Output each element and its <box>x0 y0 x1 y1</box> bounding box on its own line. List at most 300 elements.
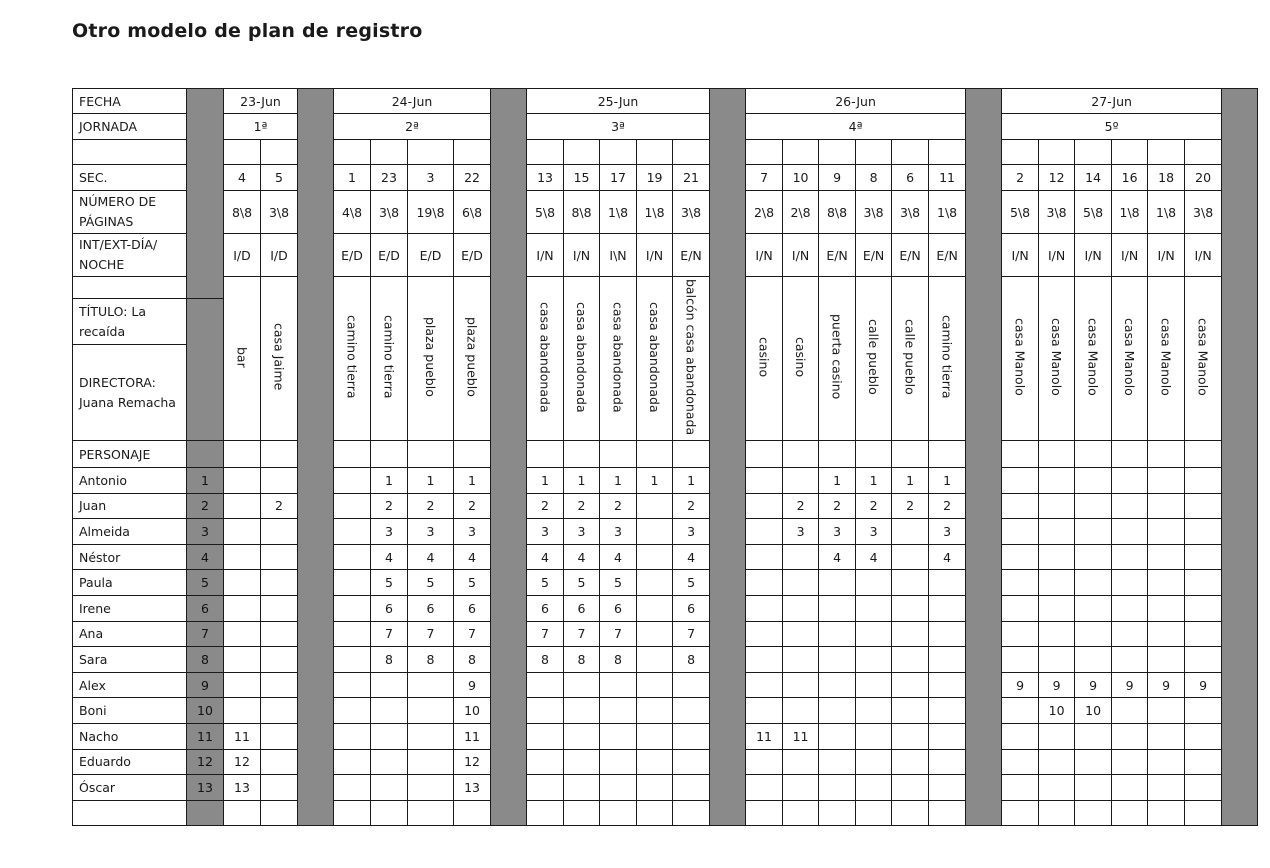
cast-cell <box>637 672 673 698</box>
cast-cell: 10 <box>454 698 491 724</box>
blank-cell <box>224 441 261 468</box>
scene-location <box>637 277 673 441</box>
blank-cell <box>527 441 564 468</box>
cast-cell <box>334 647 371 673</box>
cast-cell <box>929 621 966 647</box>
character-row <box>73 647 1258 673</box>
scene-location <box>1075 277 1112 441</box>
int-ext: E/D <box>334 234 371 277</box>
blank-cell <box>224 140 261 165</box>
date-header: 24-Jun <box>334 89 491 114</box>
cast-cell <box>929 723 966 749</box>
cast-cell: 6 <box>408 595 454 621</box>
blank-cell <box>371 800 408 826</box>
cast-cell <box>224 647 261 673</box>
cast-cell: 4 <box>454 544 491 570</box>
cast-cell <box>1185 775 1222 801</box>
cast-cell: 3 <box>673 519 710 545</box>
cast-cell <box>224 468 261 494</box>
cast-cell <box>1112 698 1148 724</box>
cast-cell <box>334 723 371 749</box>
blank-cell <box>1112 800 1148 826</box>
cast-cell <box>1075 493 1112 519</box>
cast-cell <box>783 775 819 801</box>
page-count: 19\8 <box>408 191 454 234</box>
cast-cell: 8 <box>673 647 710 673</box>
cast-cell <box>819 647 856 673</box>
blank-cell <box>1039 441 1075 468</box>
character-row <box>73 698 1258 724</box>
page-count: 5\8 <box>1075 191 1112 234</box>
scene-location-text: plaza pueblo <box>464 317 480 397</box>
cast-cell: 5 <box>371 570 408 596</box>
blank-cell <box>371 441 408 468</box>
cast-cell <box>1148 595 1185 621</box>
cast-cell: 8 <box>564 647 600 673</box>
cast-cell: 3 <box>454 519 491 545</box>
cast-cell <box>1185 468 1222 494</box>
cast-cell <box>1185 749 1222 775</box>
scene-location <box>892 277 929 441</box>
fecha-label: FECHA <box>73 89 187 114</box>
blank-cell <box>527 140 564 165</box>
blank-cell <box>600 441 637 468</box>
blank-cell <box>783 800 819 826</box>
character-name: Ana <box>73 621 187 647</box>
date-header: 25-Jun <box>527 89 710 114</box>
cast-cell <box>261 519 298 545</box>
cast-cell <box>1002 775 1039 801</box>
number-column-separator <box>187 89 224 299</box>
cast-cell <box>224 570 261 596</box>
character-number: 10 <box>187 698 224 724</box>
page-count: 3\8 <box>261 191 298 234</box>
scene-location-text: casa abandonada <box>574 301 590 413</box>
cast-cell <box>783 672 819 698</box>
scene-location <box>1112 277 1148 441</box>
blank-cell <box>261 800 298 826</box>
cast-cell <box>1039 621 1075 647</box>
blank-cell <box>892 140 929 165</box>
cast-cell: 4 <box>856 544 892 570</box>
scene-location <box>408 277 454 441</box>
cast-cell <box>1039 493 1075 519</box>
blank-cell <box>1002 441 1039 468</box>
cast-cell: 3 <box>856 519 892 545</box>
cast-cell <box>334 493 371 519</box>
cast-cell: 3 <box>527 519 564 545</box>
scene-location <box>673 277 710 441</box>
date-header: 23-Jun <box>224 89 298 114</box>
cast-cell <box>637 493 673 519</box>
cast-cell <box>1112 493 1148 519</box>
cast-cell <box>408 698 454 724</box>
cast-cell <box>1039 595 1075 621</box>
character-row <box>73 595 1258 621</box>
cast-cell: 12 <box>454 749 491 775</box>
int-ext-label: INT/EXT-DÍA/ NOCHE <box>73 234 187 277</box>
cast-cell <box>637 544 673 570</box>
scene-location <box>929 277 966 441</box>
cast-cell <box>746 698 783 724</box>
cast-cell <box>819 775 856 801</box>
cast-cell <box>1112 595 1148 621</box>
director-name: DIRECTORA: Juana Remacha <box>73 345 187 441</box>
blank-cell <box>334 800 371 826</box>
day-separator <box>491 89 527 826</box>
scene-number: 16 <box>1112 165 1148 191</box>
cast-cell: 4 <box>600 544 637 570</box>
character-name: Sara <box>73 647 187 673</box>
cast-cell <box>856 647 892 673</box>
cast-cell: 1 <box>371 468 408 494</box>
cast-cell <box>261 595 298 621</box>
number-column-separator <box>187 800 224 826</box>
cast-cell <box>334 544 371 570</box>
blank-cell <box>892 441 929 468</box>
character-number: 5 <box>187 570 224 596</box>
character-row <box>73 570 1258 596</box>
cast-cell <box>1039 570 1075 596</box>
int-ext-row <box>73 234 1258 277</box>
int-ext: E/N <box>819 234 856 277</box>
blank-cell <box>746 441 783 468</box>
scene-number: 15 <box>564 165 600 191</box>
cast-cell: 5 <box>673 570 710 596</box>
cast-cell <box>334 775 371 801</box>
blank-cell <box>637 140 673 165</box>
cast-cell: 5 <box>564 570 600 596</box>
cast-cell <box>1039 775 1075 801</box>
int-ext: E/N <box>892 234 929 277</box>
cast-cell: 3 <box>371 519 408 545</box>
character-number: 8 <box>187 647 224 673</box>
cast-cell: 10 <box>1075 698 1112 724</box>
day-separator <box>298 89 334 826</box>
cast-cell: 9 <box>1148 672 1185 698</box>
cast-cell <box>1039 749 1075 775</box>
day-separator <box>1222 89 1258 826</box>
cast-cell <box>600 723 637 749</box>
scene-location <box>224 277 261 441</box>
cast-cell <box>783 570 819 596</box>
cast-cell <box>1148 647 1185 673</box>
character-number: 13 <box>187 775 224 801</box>
page-count: 8\8 <box>224 191 261 234</box>
cast-cell: 2 <box>371 493 408 519</box>
cast-cell <box>1185 698 1222 724</box>
cast-cell: 8 <box>600 647 637 673</box>
scene-location <box>746 277 783 441</box>
cast-cell: 2 <box>673 493 710 519</box>
scene-number: 1 <box>334 165 371 191</box>
character-number: 1 <box>187 468 224 494</box>
character-row <box>73 493 1258 519</box>
cast-cell: 11 <box>746 723 783 749</box>
character-row <box>73 775 1258 801</box>
cast-cell <box>819 595 856 621</box>
cast-cell <box>783 595 819 621</box>
cast-cell <box>261 672 298 698</box>
cast-cell <box>527 749 564 775</box>
scene-number: 7 <box>746 165 783 191</box>
cast-cell <box>1148 621 1185 647</box>
cast-cell: 1 <box>929 468 966 494</box>
character-name: Nacho <box>73 723 187 749</box>
cast-cell <box>856 570 892 596</box>
cast-cell <box>261 723 298 749</box>
cast-cell <box>892 621 929 647</box>
page-count: 1\8 <box>637 191 673 234</box>
cast-cell: 6 <box>454 595 491 621</box>
fecha-row <box>73 89 1258 114</box>
cast-cell <box>1075 519 1112 545</box>
cast-cell <box>1112 749 1148 775</box>
blank-cell <box>408 800 454 826</box>
cast-cell <box>856 672 892 698</box>
cast-cell <box>261 570 298 596</box>
cast-cell: 9 <box>1112 672 1148 698</box>
cast-cell <box>1075 647 1112 673</box>
cast-cell <box>1039 723 1075 749</box>
cast-cell <box>892 698 929 724</box>
page-count-label: NÚMERO DE PÁGINAS <box>73 191 187 234</box>
cast-cell <box>1112 775 1148 801</box>
cast-cell <box>1148 468 1185 494</box>
blank-cell <box>224 800 261 826</box>
int-ext: I/N <box>1185 234 1222 277</box>
scene-number: 20 <box>1185 165 1222 191</box>
cast-cell <box>564 775 600 801</box>
cast-cell <box>224 519 261 545</box>
cast-cell <box>819 749 856 775</box>
scene-location-text: casa Manolo <box>1158 318 1174 396</box>
scene-number: 13 <box>527 165 564 191</box>
cast-cell <box>1075 468 1112 494</box>
character-row <box>73 723 1258 749</box>
cast-cell <box>1075 749 1112 775</box>
cast-cell <box>746 544 783 570</box>
cast-cell <box>408 672 454 698</box>
cast-cell: 1 <box>454 468 491 494</box>
cast-cell <box>819 672 856 698</box>
scene-number-label: SEC. <box>73 165 187 191</box>
cast-cell: 5 <box>454 570 491 596</box>
int-ext: I/D <box>224 234 261 277</box>
cast-cell <box>892 595 929 621</box>
blank-cell <box>1148 800 1185 826</box>
cast-cell <box>1002 493 1039 519</box>
blank-cell <box>673 140 710 165</box>
cast-cell: 6 <box>673 595 710 621</box>
scene-number: 9 <box>819 165 856 191</box>
cast-cell <box>1039 544 1075 570</box>
blank-cell <box>746 800 783 826</box>
cast-cell: 3 <box>564 519 600 545</box>
int-ext: I/N <box>783 234 819 277</box>
scene-location-text: casa Manolo <box>1122 318 1138 396</box>
cast-cell <box>224 698 261 724</box>
cast-cell: 9 <box>1002 672 1039 698</box>
cast-cell <box>746 519 783 545</box>
cast-cell: 6 <box>527 595 564 621</box>
scene-number: 6 <box>892 165 929 191</box>
cast-cell: 4 <box>929 544 966 570</box>
scene-number: 4 <box>224 165 261 191</box>
character-row <box>73 519 1258 545</box>
cast-cell: 3 <box>929 519 966 545</box>
page-count: 1\8 <box>1112 191 1148 234</box>
scene-location <box>856 277 892 441</box>
scene-location-text: casino <box>793 336 809 378</box>
scene-location-text: casa Manolo <box>1049 318 1065 396</box>
cast-cell: 12 <box>224 749 261 775</box>
cast-cell <box>334 570 371 596</box>
cast-cell: 1 <box>673 468 710 494</box>
cast-cell: 1 <box>637 468 673 494</box>
date-header: 26-Jun <box>746 89 966 114</box>
int-ext: E/D <box>371 234 408 277</box>
cast-cell <box>334 621 371 647</box>
cast-cell <box>600 672 637 698</box>
int-ext: E/D <box>408 234 454 277</box>
cast-cell <box>673 723 710 749</box>
scene-location <box>261 277 298 441</box>
blank-cell <box>261 140 298 165</box>
cast-cell <box>892 749 929 775</box>
personaje-row <box>73 441 1258 468</box>
cast-cell <box>261 775 298 801</box>
cast-cell <box>1112 723 1148 749</box>
int-ext: E/N <box>929 234 966 277</box>
cast-cell <box>819 698 856 724</box>
scene-location <box>819 277 856 441</box>
cast-cell <box>1185 595 1222 621</box>
cast-cell <box>819 621 856 647</box>
character-number: 4 <box>187 544 224 570</box>
cast-cell <box>1112 570 1148 596</box>
page-count: 2\8 <box>746 191 783 234</box>
page-count: 3\8 <box>856 191 892 234</box>
cast-cell: 11 <box>783 723 819 749</box>
blank-cell <box>454 800 491 826</box>
cast-cell <box>856 749 892 775</box>
cast-cell: 2 <box>527 493 564 519</box>
cast-cell <box>929 595 966 621</box>
cast-cell: 4 <box>673 544 710 570</box>
page-count: 6\8 <box>454 191 491 234</box>
cast-cell: 11 <box>454 723 491 749</box>
cast-cell <box>371 723 408 749</box>
blank-cell <box>261 441 298 468</box>
scene-location-text: casa abandonada <box>610 301 626 413</box>
int-ext: E/D <box>454 234 491 277</box>
cast-cell <box>1148 570 1185 596</box>
blank-cell <box>1075 441 1112 468</box>
cast-cell <box>224 595 261 621</box>
scene-number: 3 <box>408 165 454 191</box>
blank-cell <box>408 140 454 165</box>
scene-location <box>1148 277 1185 441</box>
cast-cell <box>527 775 564 801</box>
scene-location <box>371 277 408 441</box>
int-ext: I/D <box>261 234 298 277</box>
cast-cell <box>1002 570 1039 596</box>
cast-cell: 1 <box>564 468 600 494</box>
character-number: 6 <box>187 595 224 621</box>
int-ext: I/N <box>637 234 673 277</box>
cast-cell: 7 <box>527 621 564 647</box>
cast-cell: 4 <box>527 544 564 570</box>
scene-location <box>783 277 819 441</box>
cast-cell <box>1002 519 1039 545</box>
cast-cell <box>929 775 966 801</box>
scene-number: 19 <box>637 165 673 191</box>
cast-cell: 9 <box>1185 672 1222 698</box>
cast-cell <box>1148 493 1185 519</box>
cast-cell <box>1148 519 1185 545</box>
character-name: Almeida <box>73 519 187 545</box>
cast-cell <box>1185 723 1222 749</box>
cast-cell <box>334 468 371 494</box>
day-separator <box>966 89 1002 826</box>
blank-cell <box>1002 140 1039 165</box>
cast-cell: 2 <box>454 493 491 519</box>
scene-number: 2 <box>1002 165 1039 191</box>
cast-cell: 8 <box>527 647 564 673</box>
blank-cell <box>334 140 371 165</box>
cast-cell: 5 <box>600 570 637 596</box>
cast-cell <box>929 698 966 724</box>
cast-cell: 7 <box>564 621 600 647</box>
cast-cell: 4 <box>564 544 600 570</box>
cast-cell <box>637 621 673 647</box>
cast-cell <box>1075 544 1112 570</box>
cast-cell <box>892 672 929 698</box>
scene-location <box>1039 277 1075 441</box>
cast-cell <box>371 698 408 724</box>
cast-cell <box>371 672 408 698</box>
cast-cell <box>819 570 856 596</box>
page-count: 1\8 <box>600 191 637 234</box>
int-ext: I/N <box>1112 234 1148 277</box>
cast-cell: 7 <box>408 621 454 647</box>
cast-cell <box>746 493 783 519</box>
scene-number: 18 <box>1148 165 1185 191</box>
character-name: Irene <box>73 595 187 621</box>
cast-cell <box>892 775 929 801</box>
shooting-schedule-table <box>72 88 1258 826</box>
cast-cell: 8 <box>408 647 454 673</box>
character-name: Paula <box>73 570 187 596</box>
page-count: 3\8 <box>1039 191 1075 234</box>
blank-cell <box>1075 140 1112 165</box>
cast-cell <box>746 621 783 647</box>
character-number: 11 <box>187 723 224 749</box>
page-count: 5\8 <box>527 191 564 234</box>
blank-cell <box>673 800 710 826</box>
cast-cell: 13 <box>224 775 261 801</box>
cast-cell <box>600 775 637 801</box>
scene-location-text: casa abandonada <box>537 301 553 413</box>
int-ext: I\N <box>600 234 637 277</box>
cast-cell <box>783 468 819 494</box>
scene-number: 23 <box>371 165 408 191</box>
scene-location-text: plaza pueblo <box>423 317 438 397</box>
scene-location-text: casa Manolo <box>1012 318 1028 396</box>
cast-cell: 2 <box>819 493 856 519</box>
cast-cell <box>564 672 600 698</box>
